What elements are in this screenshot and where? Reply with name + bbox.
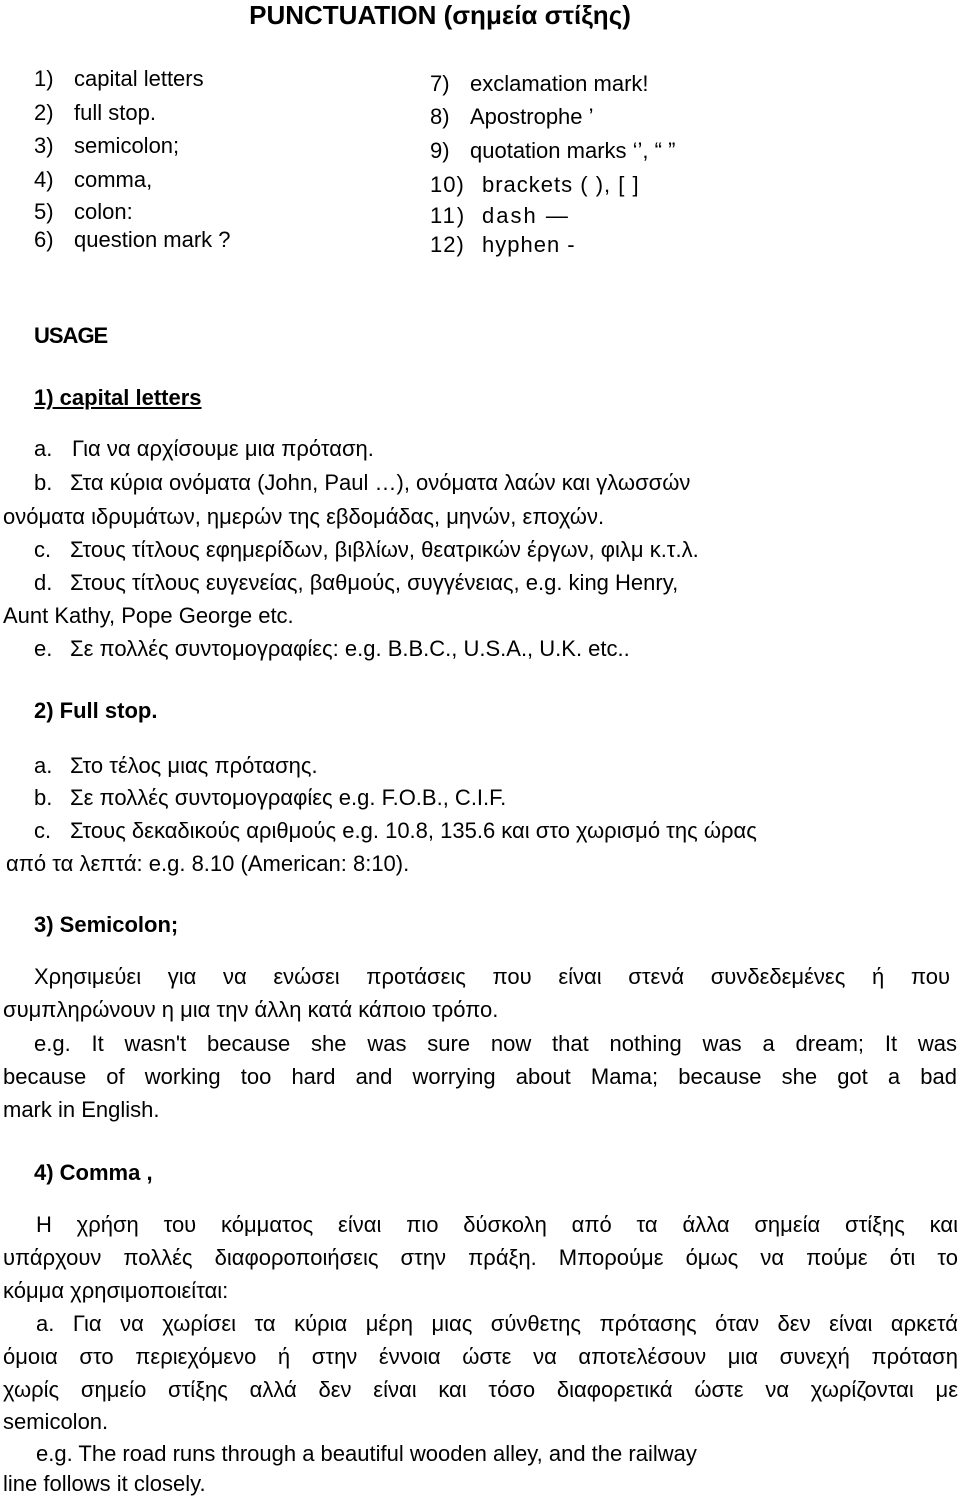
list-item: 4) comma, [34, 167, 153, 192]
list-item: 12) hyphen - [430, 232, 576, 257]
list-item: 11) dash — [430, 203, 570, 228]
list-item: e. Σε πολλές συντομογραφίες: e.g. B.B.C., U.S.A., U.K. etc.. [34, 636, 630, 661]
paragraph-line: semicolon. [3, 1409, 109, 1434]
list-item: a. Στο τέλος μιας πρότασης. [34, 753, 318, 778]
example-line: line follows it closely. [3, 1471, 206, 1496]
list-item: c. Στους δεκαδικούς αριθμούς e.g. 10.8, 135.6 και στο χωρισμό της ώρας [34, 818, 757, 843]
list-item: 5) colon: [34, 199, 133, 224]
section-heading-capital-letters: 1) capital letters [34, 385, 202, 410]
list-item: 6) question mark ? [34, 227, 231, 252]
list-item: 8) Apostrophe ’ [430, 104, 594, 129]
usage-heading: USAGE [34, 323, 108, 348]
list-item-continuation: από τα λεπτά: e.g. 8.10 (American: 8:10). [6, 851, 410, 876]
list-item: 10) brackets ( ), [ ] [430, 172, 640, 197]
example-line: mark in English. [3, 1097, 160, 1122]
list-item: b. Σε πολλές συντομογραφίες e.g. F.O.B., C.I.F. [34, 785, 507, 810]
paragraph-line: Χρησιμεύει για να ενώσει προτάσεις που είναι στενά συνδεδεμένες ή που [34, 964, 950, 989]
list-item: c. Στους τίτλους εφημερίδων, βιβλίων, θεατρικών έργων, φιλμ κ.τ.λ. [34, 537, 699, 562]
paragraph-line: χωρίς σημείο στίξης αλλά δεν είναι και τόσο διαφορετικά ώστε να χωρίζονται με [3, 1377, 958, 1402]
list-item-continuation: ονόματα ιδρυμάτων, ημερών της εβδομάδας, μηνών, εποχών. [3, 504, 605, 529]
list-item: 3) semicolon; [34, 133, 180, 158]
list-item: 9) quotation marks ‘’, “ ” [430, 138, 676, 163]
paragraph-line: Η χρήση του κόμματος είναι πιο δύσκολη από τα άλλα σημεία στίξης και [36, 1212, 958, 1237]
example-line: because of working too hard and worrying about Mama; because she got a bad [3, 1064, 957, 1089]
paragraph-line: a. Για να χωρίσει τα κύρια μέρη μιας σύνθετης πρότασης όταν δεν είναι αρκετά [36, 1311, 958, 1336]
paragraph-line: συμπληρώνουν η μια την άλλη κατά κάποιο τρόπο. [3, 997, 499, 1022]
section-heading-semicolon: 3) Semicolon; [34, 912, 179, 937]
paragraph-line: όμοια στο περιεχόμενο ή στην έννοια ώστε να αποτελέσουν μια συνεχή πρόταση [3, 1344, 958, 1369]
paragraph-line: κόμμα χρησιμοποιείται: [3, 1278, 229, 1303]
section-heading-comma: 4) Comma , [34, 1160, 153, 1185]
list-item: b. Στα κύρια ονόματα (John, Paul …), ονόματα λαών και γλωσσών [34, 470, 691, 495]
paragraph-line: υπάρχουν πολλές διαφοροποιήσεις στην πράξη. Μπορούμε όμως να πούμε ότι το [3, 1245, 958, 1270]
list-item-continuation: Aunt Kathy, Pope George etc. [3, 603, 294, 628]
page-title: PUNCTUATION (σημεία στίξης) [249, 0, 631, 30]
section-heading-full-stop: 2) Full stop. [34, 698, 158, 723]
example-line: e.g. The road runs through a beautiful wooden alley, and the railway [36, 1441, 697, 1466]
list-item: d. Στους τίτλους ευγενείας, βαθμούς, συγγένειας, e.g. king Henry, [34, 570, 679, 595]
list-item: 7) exclamation mark! [430, 71, 649, 96]
list-item: 1) capital letters [34, 66, 204, 91]
list-item: a. Για να αρχίσουμε μια πρόταση. [34, 436, 374, 461]
example-line: e.g. It wasn't because she was sure now that nothing was a dream; It was [34, 1031, 957, 1056]
list-item: 2) full stop. [34, 100, 156, 125]
